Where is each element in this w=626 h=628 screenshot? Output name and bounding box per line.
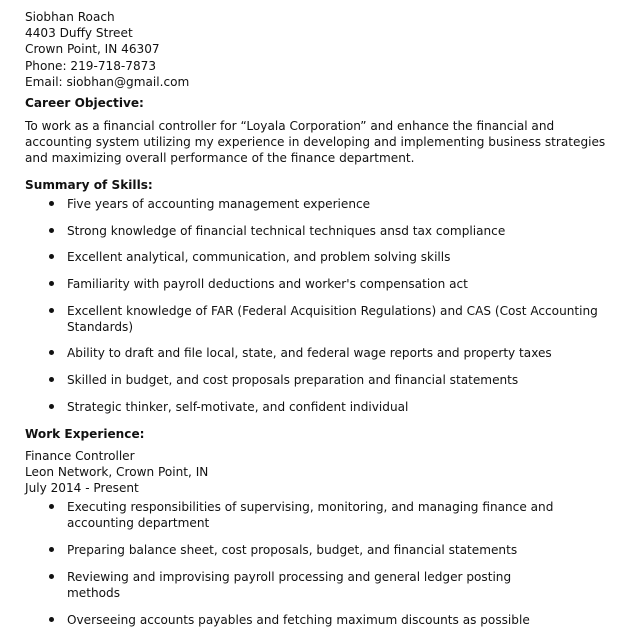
contact-name: Siobhan Roach — [25, 10, 115, 24]
skill-text: Strong knowledge of financial technical techniques ansd tax compliance — [67, 223, 506, 238]
bullet-icon — [49, 350, 54, 355]
list-item — [25, 249, 620, 265]
skill-text: Excellent analytical, communication, and problem solving skills — [67, 250, 451, 265]
job-dates: July 2014 - Present — [25, 481, 139, 496]
bullet-icon — [49, 254, 54, 259]
bullet-icon — [49, 574, 54, 579]
skill-text: Strategic thinker, self-motivate, and confident individual — [67, 399, 409, 414]
experience-list — [25, 499, 620, 627]
experience-text: Overseeing accounts payables and fetching maximum discounts as possible — [67, 612, 530, 627]
skill-text: Ability to draft and file local, state, and federal wage reports and property taxes — [67, 346, 552, 361]
job-details — [25, 448, 620, 497]
contact-phone: Phone: 219-718-7873 — [25, 58, 157, 73]
bullet-icon — [49, 308, 54, 313]
list-item — [25, 196, 620, 212]
bullet-icon — [49, 228, 54, 233]
list-item — [25, 276, 620, 292]
skill-text: Five years of accounting management experience — [67, 197, 371, 212]
bullet-icon — [49, 404, 54, 409]
experience-text: Executing responsibilities of supervising, monitoring, and managing finance and accounting department — [67, 500, 554, 531]
skill-text: Familiarity with payroll deductions and worker's compensation act — [67, 277, 468, 292]
list-item — [25, 569, 620, 601]
experience-heading: Work Experience: — [25, 426, 145, 441]
contact-block — [25, 9, 620, 90]
list-item — [25, 612, 620, 628]
skills-heading: Summary of Skills: — [25, 178, 153, 193]
list-item — [25, 345, 620, 361]
contact-street: 4403 Duffy Street — [25, 26, 133, 41]
bullet-icon — [49, 201, 54, 206]
list-item — [25, 303, 620, 335]
list-item — [25, 542, 620, 558]
objective-heading: Career Objective: — [25, 96, 144, 111]
skills-list — [25, 196, 620, 415]
list-item — [25, 499, 620, 531]
experience-text: Preparing balance sheet, cost proposals, budget, and financial statements — [67, 543, 518, 558]
contact-city: Crown Point, IN 46307 — [25, 42, 160, 57]
contact-email: Email: siobhan@gmail.com — [25, 74, 190, 89]
objective-text: To work as a financial controller for “Loyala Corporation” and enhance the financial and accounting system utilizing my experience in developing and implementing business strategies and maximizing overall performance of the finance department. — [25, 119, 606, 166]
job-company: Leon Network, Crown Point, IN — [25, 465, 209, 480]
bullet-icon — [49, 281, 54, 286]
skill-text: Skilled in budget, and cost proposals preparation and financial statements — [67, 373, 519, 388]
bullet-icon — [49, 504, 54, 509]
list-item — [25, 223, 620, 239]
bullet-icon — [49, 377, 54, 382]
experience-text: Reviewing and improvising payroll processing and general ledger posting methods — [67, 569, 512, 600]
skill-text: Excellent knowledge of FAR (Federal Acquisition Regulations) and CAS (Cost Accounting Standards) — [67, 303, 598, 334]
bullet-icon — [49, 547, 54, 552]
resume-document — [25, 9, 620, 628]
job-title: Finance Controller — [25, 448, 135, 463]
list-item — [25, 372, 620, 388]
list-item — [25, 399, 620, 415]
